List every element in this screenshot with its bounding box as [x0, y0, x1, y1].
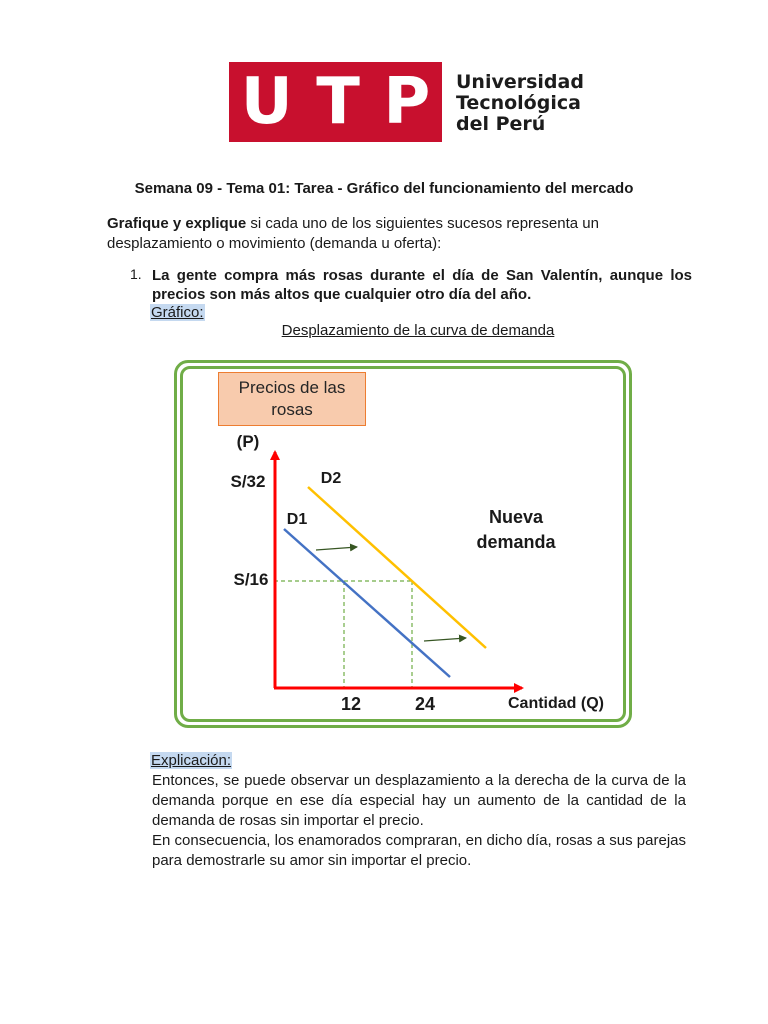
document-title: Semana 09 - Tema 01: Tarea - Gráfico del funcionamiento del mercado: [134, 180, 634, 197]
annotation-line-1: Nueva: [488, 507, 544, 527]
chart-title: Desplazamiento de la curva de demanda: [281, 322, 555, 339]
shift-arrow-upper: [316, 547, 357, 550]
explicacion-paragraph-2: En consecuencia, los enamorados compraran, en dicho día, rosas a sus parejas para demostrarle su amor sin importar el precio.: [152, 832, 686, 869]
series-d2-label: D2: [320, 470, 342, 487]
y-axis-title-box: Precios de las rosas: [218, 372, 366, 426]
logo-name-line-2: Tecnológica: [456, 92, 581, 114]
logo-letter-t: T: [316, 65, 360, 139]
logo-letter-p: P: [383, 65, 431, 139]
series-d1-line: [284, 529, 450, 677]
series-d1-label: D1: [286, 511, 308, 528]
series-d2-line: [308, 487, 486, 648]
shift-arrow-lower: [424, 638, 466, 641]
x-axis-label: Cantidad (Q): [508, 695, 604, 712]
logo-letter-u: U: [240, 65, 293, 139]
y-axis-label: (P): [236, 432, 260, 451]
explicacion-text: [152, 771, 686, 871]
list-item-text: La gente compra más rosas durante el día de San Valentín, aunque los precios son más altos que cualquier otro día del año.: [152, 267, 692, 303]
x-tick-24: 24: [414, 694, 436, 714]
explicacion-label: Explicación:: [151, 752, 232, 769]
logo-name-line-3: del Perú: [456, 113, 546, 135]
list-item-number: 1.: [130, 266, 142, 282]
logo-name-line-1: Universidad: [456, 71, 584, 93]
x-tick-12: 12: [340, 694, 362, 714]
y-tick-s16: S/16: [233, 570, 269, 589]
y-tick-s32: S/32: [230, 472, 266, 491]
intro-bold: Grafique y explique: [107, 215, 247, 232]
intro-rest: si cada uno de los siguientes sucesos representa un desplazamiento o movimiento (demanda u oferta):: [107, 215, 599, 252]
grafico-label: Gráfico:: [151, 304, 204, 321]
explicacion-paragraph-1: Entonces, se puede observar un desplazamiento a la derecha de la curva de la demanda porque en ese día especial hay un aumento de la cantidad de la demanda de rosas sin importar el precio.: [152, 772, 686, 829]
annotation-line-2: demanda: [476, 532, 556, 552]
